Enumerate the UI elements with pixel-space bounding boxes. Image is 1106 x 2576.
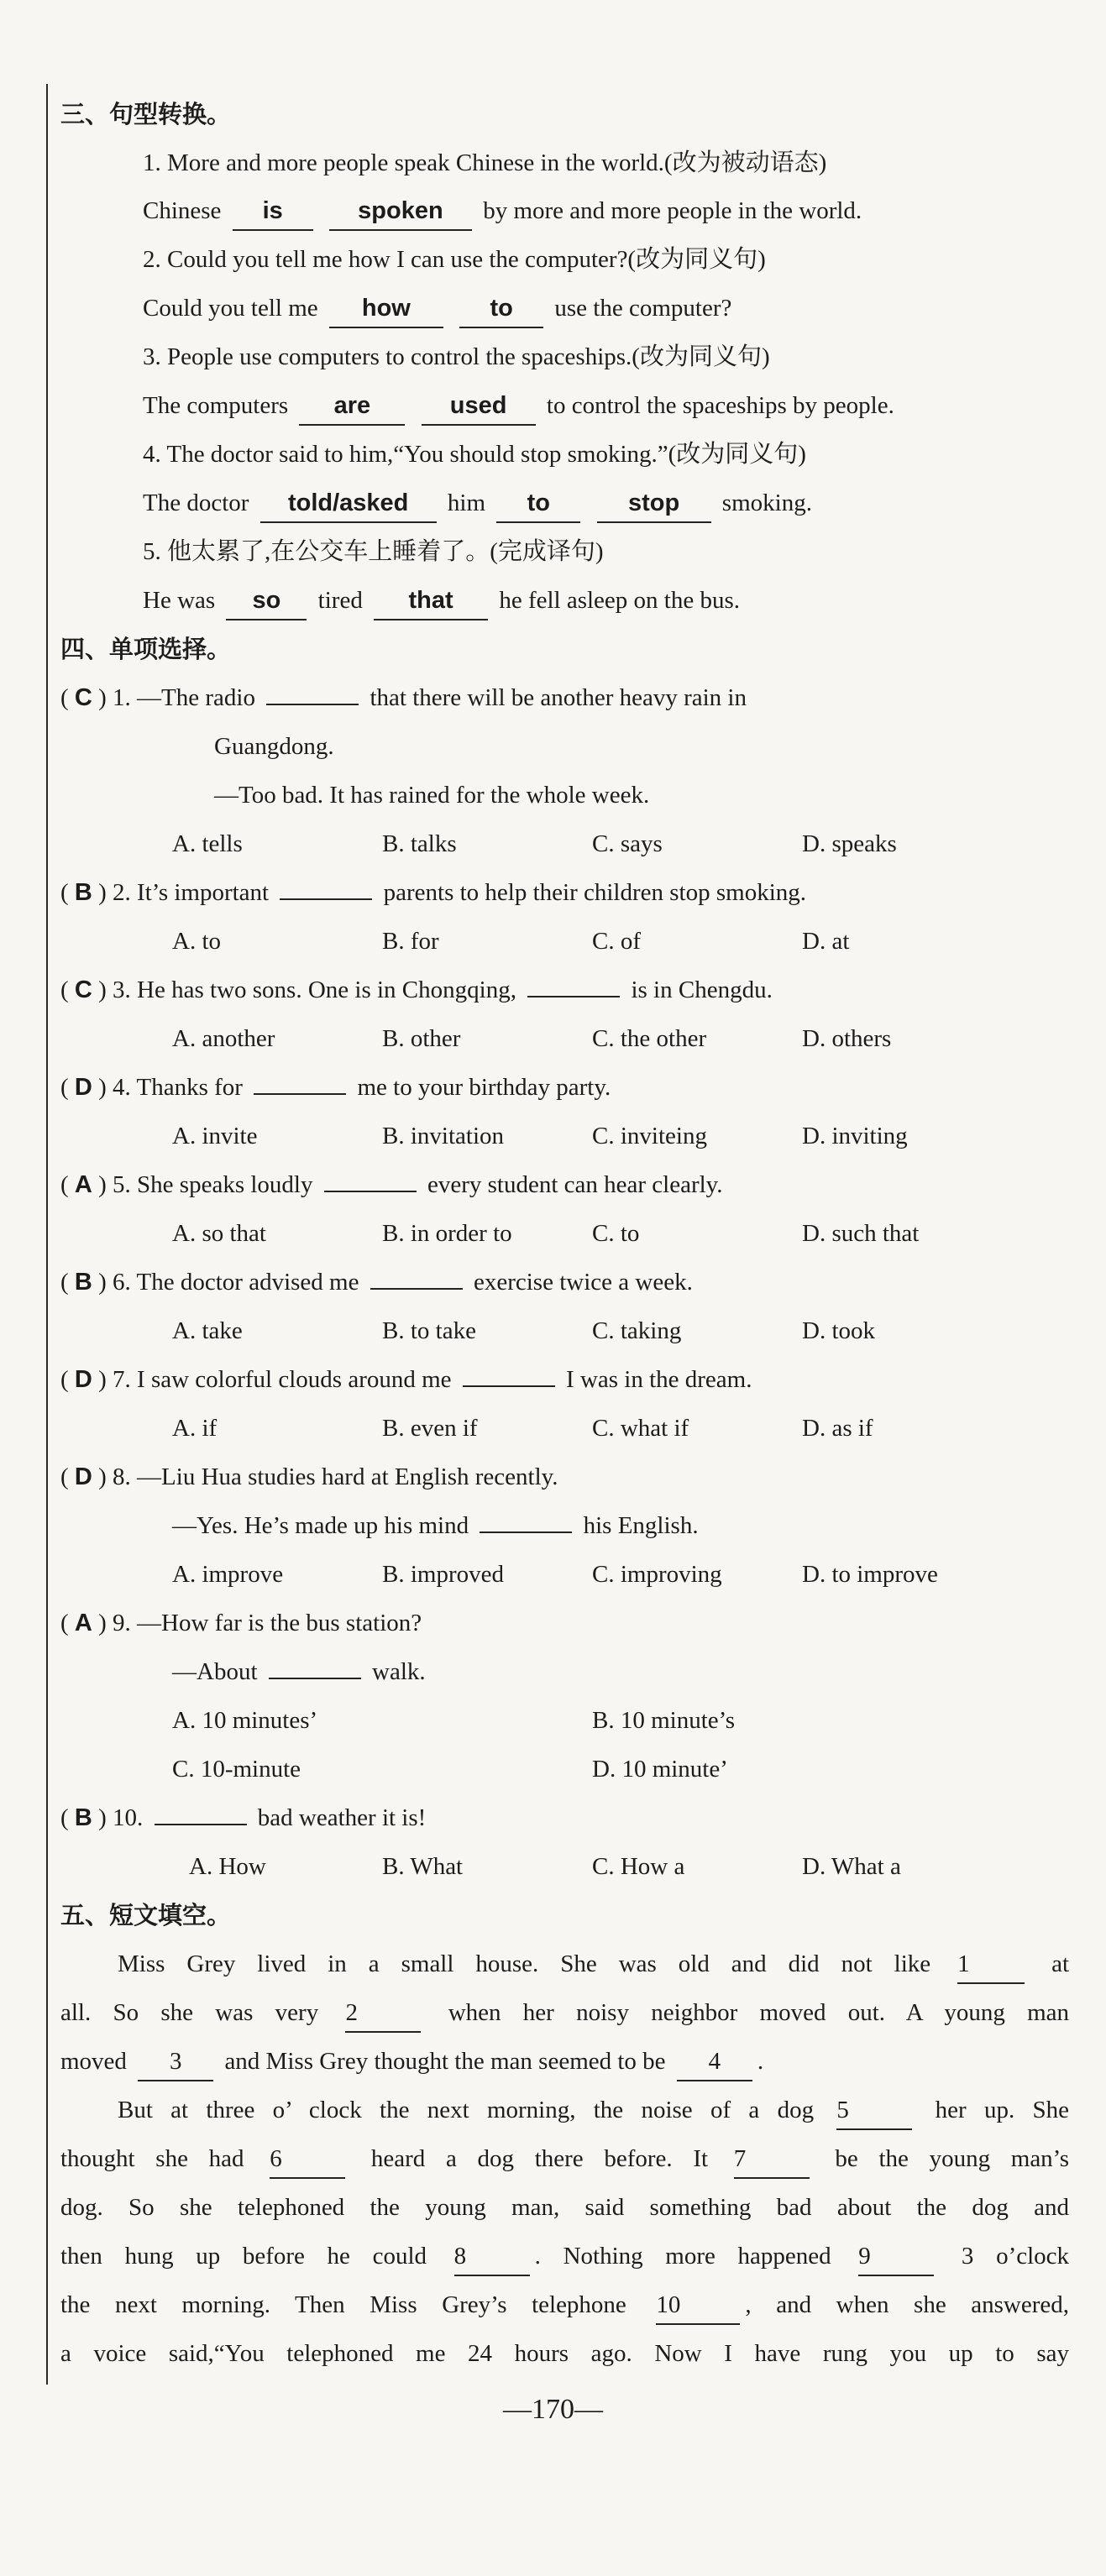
s4-q5-options [0,1210,1106,1257]
blank-line [480,1506,572,1533]
s5-line7: then hung up before he could 8 . Nothing more happened 9 3 o’clock [60,2233,1069,2280]
answer-mark: D [74,1074,92,1101]
s4-q3: ( C ) 3. He has two sons. One is in Chongqing, is in Chengdu. [60,966,1106,1013]
s4-q9-options-row2 [0,1746,1106,1793]
option: C. to [592,1220,640,1247]
answer-mark: B [74,1804,92,1831]
blank-line [527,971,620,997]
s4-q1-line3: —Too bad. It has rained for the whole week. [214,782,650,809]
option: C. inviteing [592,1123,707,1149]
answer-blank: stop [597,484,711,523]
blank-line [269,1652,361,1679]
blank-line [254,1068,346,1095]
s3-q1: 1. More and more people speak Chinese in the world.(改为被动语态) [143,149,827,176]
s4-q5: ( A ) 5. She speaks loudly every student can hear clearly. [60,1161,1106,1208]
option: D. at [802,928,850,955]
option: D. others [802,1025,892,1052]
option: B. for [382,928,439,955]
option: D. took [802,1317,875,1344]
answer-mark: D [74,1366,92,1393]
option: A. another [172,1025,275,1052]
s4-q7: ( D ) 7. I saw colorful clouds around me I was in the dream. [60,1356,1106,1403]
numbered-blank: 9 [858,2238,934,2276]
page-number: —170— [503,2394,603,2425]
s5-line3: moved 3 and Miss Grey thought the man seemed to be 4 . [60,2038,1106,2085]
s4-q9: ( A ) 9. —How far is the bus station? [60,1610,422,1636]
answer-blank: to [459,290,543,328]
option: B. even if [382,1415,478,1442]
s5-line4: But at three o’ clock the next morning, the noise of a dog 5 her up. She [118,2086,1069,2134]
s5-line6: dog. So she telephoned the young man, said something bad about the dog and [60,2194,1069,2221]
s5-line2: all. So she was very 2 when her noisy neighbor moved out. A young man [60,1989,1069,2036]
s4-q10-options [0,1843,1106,1890]
s3-a5: He was so tired that he fell asleep on the bus. [143,577,1106,624]
s5-line8: the next morning. Then Miss Grey’s telephone 10 , and when she answered, [60,2281,1069,2328]
option: A. improve [172,1561,284,1588]
blank-line [463,1360,555,1387]
s4-q8: ( D ) 8. —Liu Hua studies hard at English recently. [60,1463,558,1490]
option: A. if [172,1415,218,1442]
s3-q5: 5. 他太累了,在公交车上睡着了。(完成译句) [143,538,604,565]
s4-q10: ( B ) 10. bad weather it is! [60,1794,1106,1841]
blank-line [280,873,372,900]
numbered-blank: 8 [454,2238,530,2276]
option: D. inviting [802,1123,908,1149]
numbered-blank: 5 [836,2092,912,2130]
answer-blank: so [226,582,307,620]
numbered-blank: 10 [656,2286,740,2325]
blank-line [266,678,359,705]
s4-q9-line2: —About walk. [172,1648,1106,1695]
answer-blank: how [329,290,443,328]
option: C. the other [592,1025,707,1052]
option: C. improving [592,1561,722,1588]
section5-heading: 五、短文填空。 [60,1901,232,1929]
s5-line9: a voice said,“You telephoned me 24 hours ago. Now I have rung you up to say [60,2340,1069,2367]
s4-q7-options [0,1405,1106,1452]
blank-line [324,1165,417,1192]
answer-mark: A [74,1171,92,1198]
s3-a4: The doctor told/asked him to stop smoking. [143,479,1106,526]
s5-line5: thought she had 6 heard a dog there before. It 7 be the young man’s [60,2135,1069,2182]
numbered-blank: 3 [138,2043,213,2081]
option: C. taking [592,1317,682,1344]
option: D. 10 minute’ [592,1756,728,1783]
option: D. such that [802,1220,920,1247]
option: A. tells [172,830,243,857]
answer-mark: B [74,879,92,906]
option: C. says [592,830,663,857]
blank-line [155,1798,247,1825]
s4-q8-options [0,1551,1106,1598]
answer-blank: used [422,387,536,426]
option: D. as if [802,1415,873,1442]
blank-line [370,1263,463,1290]
option: B. What [382,1853,464,1880]
option: D. speaks [802,830,897,857]
option: A. How [189,1853,266,1880]
option: B. invitation [382,1123,504,1149]
option: B. improved [382,1561,504,1588]
answer-blank: told/asked [260,484,437,523]
answer-blank: that [374,582,488,620]
s4-q8-line2: —Yes. He’s made up his mind his English. [172,1502,1106,1549]
option: B. to take [382,1317,476,1344]
option: A. invite [172,1123,258,1149]
answer-mark: B [74,1269,92,1296]
answer-mark: C [74,684,92,711]
numbered-blank: 2 [345,1994,421,2033]
option: D. to improve [802,1561,938,1588]
s4-q2-options [0,918,1106,965]
s4-q1-line2: Guangdong. [214,733,334,760]
option: A. so that [172,1220,266,1247]
section3-heading: 三、句型转换。 [60,100,232,128]
option: B. talks [382,830,457,857]
option: A. take [172,1317,243,1344]
s4-q6-options [0,1307,1106,1354]
option: C. How a [592,1853,685,1880]
s4-q9-options-row1 [0,1697,1106,1744]
numbered-blank: 1 [957,1945,1025,1984]
option: C. what if [592,1415,689,1442]
s3-q3: 3. People use computers to control the spaceships.(改为同义句) [143,343,770,370]
numbered-blank: 6 [270,2140,345,2179]
answer-blank: are [299,387,405,426]
s3-q2: 2. Could you tell me how I can use the computer?(改为同义句) [143,246,766,273]
numbered-blank: 7 [734,2140,810,2179]
option: A. 10 minutes’ [172,1707,318,1734]
s4-q3-options [0,1015,1106,1062]
answer-mark: A [74,1610,92,1636]
answer-blank: is [233,192,313,231]
section4-heading: 四、单项选择。 [60,635,232,663]
s3-a1: Chinese is spoken by more and more people in the world. [143,187,1106,234]
s4-q6: ( B ) 6. The doctor advised me exercise twice a week. [60,1259,1106,1306]
answer-mark: D [74,1463,92,1490]
option: B. 10 minute’s [592,1707,735,1734]
option: A. to [172,928,221,955]
option: C. 10-minute [172,1756,301,1783]
s5-line1: Miss Grey lived in a small house. She was old and did not like 1 at [118,1940,1069,1987]
answer-blank: spoken [329,192,472,231]
option: B. in order to [382,1220,512,1247]
s4-q4: ( D ) 4. Thanks for me to your birthday party. [60,1064,1106,1111]
s4-q1: ( C ) 1. —The radio that there will be another heavy rain in [60,674,1106,721]
s4-q2: ( B ) 2. It’s important parents to help their children stop smoking. [60,869,1106,916]
s3-q4: 4. The doctor said to him,“You should stop smoking.”(改为同义句) [143,441,806,468]
numbered-blank: 4 [677,2043,752,2081]
answer-blank: to [496,484,580,523]
s4-q1-options [0,820,1106,867]
s4-q4-options [0,1113,1106,1160]
s3-a3: The computers are used to control the spaceships by people. [143,382,1106,429]
option: B. other [382,1025,461,1052]
option: C. of [592,928,641,955]
s3-a2: Could you tell me how to use the computer? [143,285,1106,332]
option: D. What a [802,1853,901,1880]
answer-mark: C [74,976,92,1003]
